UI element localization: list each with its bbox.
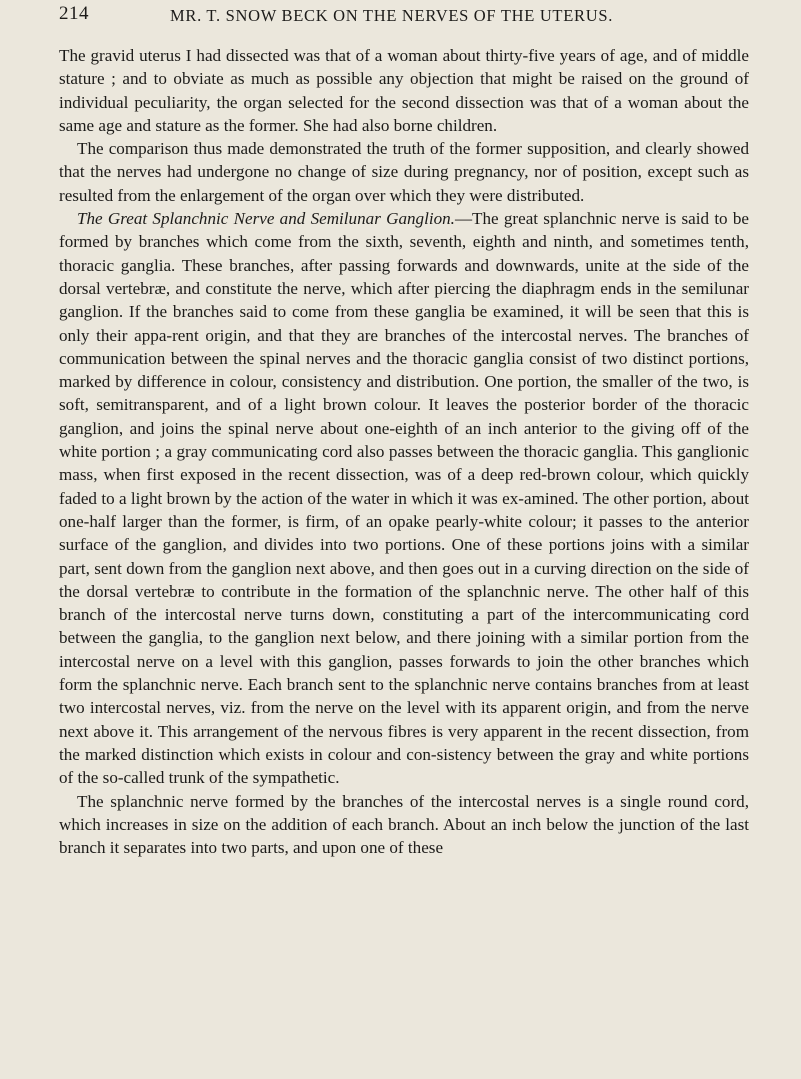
- running-head: [59, 0, 749, 44]
- running-title: MR. T. SNOW BECK ON THE NERVES OF THE UTERUS.: [170, 6, 614, 25]
- paragraph-4-text: The splanchnic nerve formed by the branches of the intercostal nerves is a single round cord, which increases in size on the addition of each branch. About an inch below the junction of the last branch it separates into two parts, and upon one of these: [59, 791, 749, 858]
- paragraph-2-text: The comparison thus made demonstrated the truth of the former supposition, and clearly showed that the nerves had undergone no change of size during pregnancy, nor of position, except such as resulted from the enlargement of the organ over which they were distributed.: [59, 139, 749, 205]
- body-text: [59, 44, 749, 859]
- paragraph-3-text: —The great splanchnic nerve is said to be formed by branches which come from the sixth, seventh, eighth and ninth, and sometimes tenth, thoracic ganglia. These branches, after passing forwards and downwards, unite at the side of the dorsal vertebræ, and constitute the nerve, which after piercing the diaphragm ends in the semilunar ganglion. If the branches said to come from these ganglia be examined, it will be seen that this is only their appa-rent origin, and that they are branches of the intercostal nerves. The branches of communication between the spinal nerves and the thoracic ganglia consist of two distinct portions, marked by difference in colour, consistency and distribution. One portion, the smaller of the two, is soft, semitransparent, and of a light brown colour. It leaves the posterior border of the thoracic ganglion, and joins the spinal nerve about one-eighth of an inch anterior to the giving off of the white portion ; a gray communicating cord also passes between the thoracic ganglia. This ganglionic mass, when first exposed in the recent dissection, was of a deep red-brown colour, which quickly faded to a light brown by the action of the water in which it was ex-amined. The other portion, about one-half larger than the former, is firm, of an opake pearly-white colour; it passes to the anterior surface of the ganglion, and divides into two portions. One of these portions joins with a similar part, sent down from the ganglion next above, and then goes out in a curving direction on the side of the dorsal vertebræ to contribute in the formation of the splanchnic nerve. The other half of this branch of the intercostal nerve turns down, constituting a part of the intercommunicating cord between the ganglia, to the ganglion next below, and there joining with a similar portion from the intercostal nerve on a level with this ganglion, passes forwards to join the other branches which form the splanchnic nerve. Each branch sent to the splanchnic nerve contains branches from at least two intercostal nerves, viz. from the nerve on the level with its apparent origin, and from the nerve next above it. This arrangement of the nervous fibres is very apparent in the recent dissection, from the marked distinction which exists in colour and con-sistency between the gray and white portions of the so-called trunk of the sympathetic.: [59, 209, 749, 788]
- paragraph-1-text: The gravid uterus I had dissected was that of a woman about thirty-five years of age, and of middle stature ; and to obviate as much as possible any objection that might be raised on the ground of individual peculiarity, the organ selected for the second dissection was that of a woman about the same age and stature as the former. She had also borne children.: [59, 46, 749, 135]
- paragraph-3: [59, 207, 749, 789]
- page-number: 214: [59, 3, 89, 24]
- paragraph-2: [59, 137, 749, 207]
- paragraph-4: [59, 790, 749, 860]
- paragraph-1: [59, 44, 749, 137]
- section-heading: The Great Splanchnic Nerve and Semilunar Ganglion.: [77, 209, 455, 229]
